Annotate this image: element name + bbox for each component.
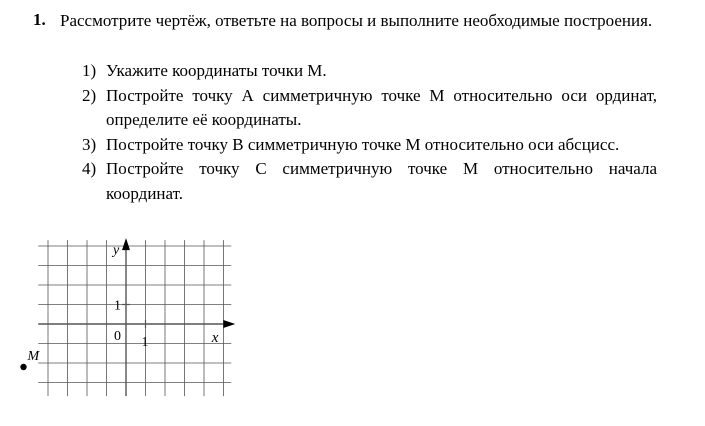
x-axis-arrow	[223, 320, 235, 328]
point-m-label: M	[27, 349, 40, 364]
point-m	[20, 364, 26, 370]
y-axis-label: y	[113, 243, 120, 259]
task-item	[82, 133, 657, 158]
grid-lines	[38, 240, 231, 396]
coordinate-figure	[27, 243, 234, 406]
x-unit-label: 1	[141, 335, 149, 350]
task-item	[82, 59, 657, 84]
problem-intro: Рассмотрите чертёж, ответьте на вопросы и выполните необходимые построения.	[60, 11, 653, 30]
task-number: 2)	[82, 85, 97, 105]
task-text: Укажите координаты точки М.	[106, 61, 327, 80]
task-item	[82, 157, 657, 206]
task-text: Постройте точку В симметричную точке М относительно оси абсцисс.	[106, 134, 620, 154]
task-number: 1)	[82, 61, 97, 80]
origin-label: 0	[114, 329, 121, 344]
y-axis-arrow	[122, 238, 130, 250]
task-number: 4)	[82, 159, 97, 178]
problem-number: 1.	[33, 10, 46, 29]
task-list	[82, 59, 657, 206]
x-axis-label: x	[211, 330, 219, 346]
task-text: Постройте точку С симметричную точке М относительно начала координат.	[106, 159, 657, 203]
y-unit-label: 1	[114, 298, 121, 314]
task-number: 3)	[82, 134, 97, 154]
task-text: Постройте точку А симметричную точке М относительно оси ординат, определите её координаты.	[106, 85, 657, 129]
coordinate-grid	[27, 243, 234, 406]
task-item	[82, 84, 657, 133]
